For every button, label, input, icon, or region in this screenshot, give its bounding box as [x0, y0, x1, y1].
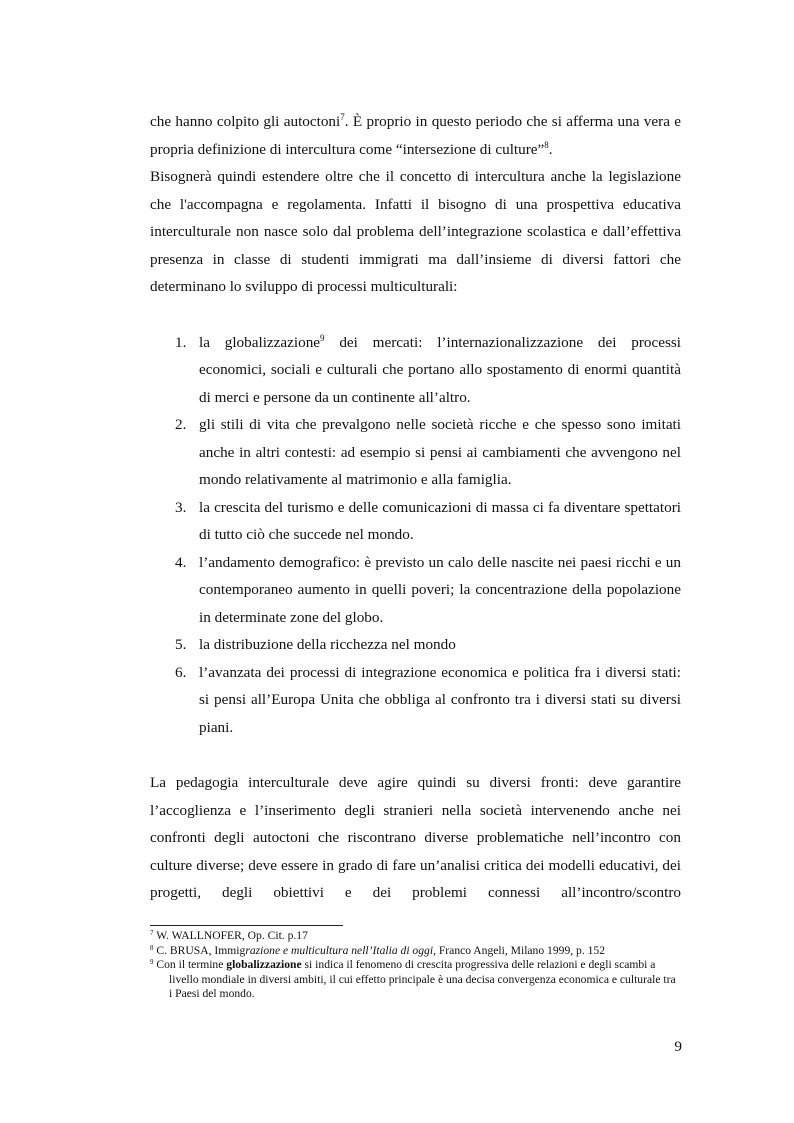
- footnote-mark: 9: [150, 958, 154, 966]
- footnote-book-title: razione e multicultura nell’Italia di oggi: [245, 943, 434, 957]
- footnote-ref-8: 8: [544, 139, 549, 150]
- paragraph-1-text-b: . È proprio in questo periodo che si afferma una vera e propria definizione di intercultura come “intersezione di culture”: [150, 113, 682, 158]
- list-number: 4.: [175, 553, 187, 571]
- footnote-text: si indica il fenomeno di crescita progressiva delle relazioni e degli scambi a livello mondiale in diversi ambiti, il cui effetto principale è una decisa convergenza economica e culturale tra i Paesi del mondo.: [169, 958, 676, 1000]
- paragraph-1-text-c: .: [548, 140, 553, 158]
- list-number: 5.: [175, 636, 187, 653]
- list-item-text: l’avanzata dei processi di integrazione economica e politica fra i diversi stati: si pensi all’Europa Unita che obbliga al confronto tra i diversi stati su diversi piani.: [199, 663, 681, 736]
- footnote-mark: 7: [150, 929, 154, 937]
- page-number: 9: [674, 1038, 682, 1055]
- footnote-ref-7: 7: [340, 112, 345, 122]
- paragraph-3: La pedagogia interculturale deve agire quindi su diversi fronti: deve garantire l’accoglienza e l’inserimento degli stranieri nella società intervenendo anche nei confronti degli autoctoni che riscontrano diverse problematiche nell’incontro con culture diverse; deve essere in grado di fare un’analisi critica dei modelli educativi, dei progetti, degli obiettivi e dei problemi connessi all’incontro/scontro: [150, 774, 681, 901]
- footnotes: [150, 929, 681, 1002]
- paragraph-2: Bisognerà quindi estendere oltre che il concetto di intercultura anche la legislazione che l'accompagna e regolamenta. Infatti il bisogno di una prospettiva educativa interculturale non nasce solo dal problema dell’integrazione scolastica e dall’effettiva presenza in classe di studenti immigrati ma dall’insieme di diversi fattori che determinano lo sviluppo di processi multiculturali:: [150, 168, 681, 295]
- page-body: [150, 108, 681, 934]
- footnote-divider: [150, 925, 343, 926]
- list-item-text-b: dei mercati: l’internazionalizzazione dei processi economici, sociali e culturali che portano allo spostamento di enormi quantità di merci e persone da un continente all’altro.: [199, 333, 681, 406]
- list-item: [150, 494, 681, 549]
- list-item-text: gli stili di vita che prevalgono nelle società ricche e che spesso sono imitati anche in altri contesti: ad esempio si pensi ai cambiamenti che avvengono nel mondo relativamente al matrimonio e alla famiglia.: [199, 416, 681, 488]
- footnote-8: [150, 944, 681, 959]
- list-item-text: la crescita del turismo e delle comunicazioni di massa ci fa diventare spettatori di tutto ciò che succede nel mondo.: [199, 498, 681, 543]
- list-item: [150, 659, 681, 742]
- footnote-text: Con il termine: [153, 958, 227, 971]
- paragraph-1-text-a: che hanno colpito gli autoctoni: [150, 113, 341, 130]
- footnote-text: W. WALLNOFER, Op. Cit. p.17: [153, 929, 308, 942]
- footnote-7: [150, 929, 681, 944]
- paragraph-1: [150, 108, 681, 163]
- list-number: 1.: [175, 333, 187, 351]
- list-item: [150, 549, 681, 632]
- footnote-text: C. BRUSA, Immig: [153, 943, 246, 957]
- list-item: [150, 411, 681, 494]
- list-item: [150, 631, 681, 659]
- footnote-ref-9: 9: [320, 332, 325, 343]
- footnote-term: globalizzazione: [226, 958, 302, 971]
- footnote-mark: 8: [150, 943, 154, 952]
- footnote-9: [150, 958, 681, 1002]
- list-number: 2.: [175, 416, 187, 433]
- list-item-text-a: la globalizzazione: [199, 333, 321, 351]
- footnote-text: , Franco Angeli, Milano 1999, p. 152: [433, 943, 606, 957]
- list-item-text: l’andamento demografico: è previsto un calo delle nascite nei paesi ricchi e un contemporaneo aumento in quelli poveri; la concentrazione della popolazione in determinate zone del globo.: [199, 553, 681, 626]
- list-number: 6.: [175, 663, 187, 681]
- list-number: 3.: [175, 498, 187, 516]
- list-item-text: la distribuzione della ricchezza nel mondo: [199, 636, 456, 653]
- numbered-list: [150, 329, 681, 742]
- list-item: [150, 329, 681, 412]
